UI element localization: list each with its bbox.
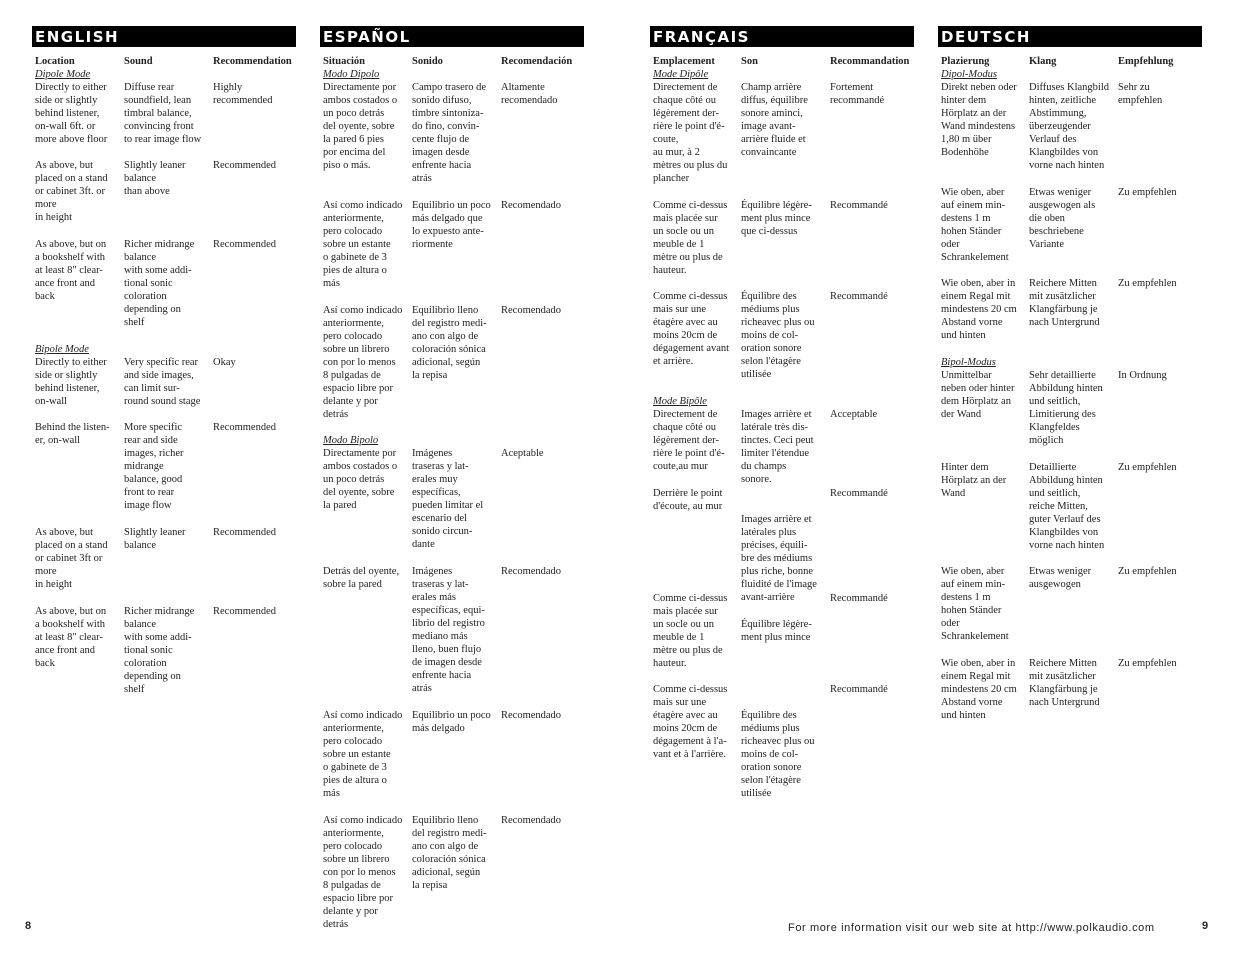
francais-r6-son: Équilibre des médiums plus richeavec plus ou moins de col- oration sonore selon l'étagère utilisée — [741, 710, 815, 799]
espanol-header-recomendacion: Recomendación — [501, 56, 573, 67]
espanol-r0-rec: Altamente recomendado — [501, 82, 558, 106]
francais-r5-emplacement: Comme ci-dessus mais placée sur un socle ou un meuble de 1 mètre ou plus de hauteur. — [653, 593, 728, 669]
francais-title: FRANÇAIS — [650, 26, 914, 47]
deutsch-header-plazierung: Plazierung — [941, 56, 990, 67]
english-header-recommendation: Recommendation — [213, 56, 292, 67]
deutsch-r6-klang: Reichere Mitten mit zusätzlicher Klangfärbung je nach Untergrund — [1029, 658, 1100, 708]
espanol-dipole-mode: Modo Dipolo — [323, 69, 380, 80]
english-r0-location: Directly to either side or slightly behind listener, on-wall 6ft. or more above floor — [35, 82, 108, 145]
english-header-location: Location — [35, 56, 75, 67]
page-number-right: 9 — [1202, 920, 1209, 932]
deutsch-r3-klang: Sehr detaillierte Abbildung hinten und seitlich, Limitierung des Klangfeldes möglich — [1029, 370, 1103, 446]
espanol-r1-rec: Recomendado — [501, 200, 562, 211]
espanol-r2-rec: Recomendado — [501, 305, 562, 316]
deutsch-title: DEUTSCH — [938, 26, 1202, 47]
francais-r4-son: Images arrière et latérales plus précises, équili- bre des médiums plus riche, bonne fluidité de l'image avant-arrière — [741, 514, 817, 603]
francais-r0-emplacement: Directement de chaque côté ou légèrement der- rière le point d'é- coute, au mur, à 2 mètres ou plus du plancher — [653, 82, 728, 184]
francais-header-emplacement: Emplacement — [653, 56, 715, 67]
espanol-r1-situacion: Así como indicado anteriormente, pero colocado sobre un estante o gabinete de 3 pies de altura o más — [323, 200, 403, 289]
espanol-r2-situacion: Así como indicado anteriormente, pero colocado sobre un librero con por lo menos 8 pulgadas de espacio libre por delante y por detrás — [323, 305, 403, 420]
espanol-r5-sonido: Equilibrio un poco más delgado — [412, 710, 491, 734]
english-r4-sound: More specific rear and side images, richer midrange balance, good front to rear image flow — [124, 422, 184, 511]
deutsch-r2-klang: Reichere Mitten mit zusätzlicher Klangfärbung je nach Untergrund — [1029, 278, 1100, 328]
francais-r5-rec: Recommandé — [830, 593, 888, 604]
francais-r0-son: Champ arrière diffus, équilibre sonore aminci, image avant- arrière fluide et convaincante — [741, 82, 808, 158]
english-r3-location: Directly to either side or slightly behind listener, on-wall — [35, 357, 107, 407]
english-r5-rec: Recommended — [213, 527, 276, 538]
english-r3-rec: Okay — [213, 357, 236, 368]
english-title: ENGLISH — [32, 26, 296, 47]
espanol-header-situacion: Situación — [323, 56, 366, 67]
espanol-bipole-mode: Modo Bipolo — [323, 435, 379, 446]
espanol-r0-sonido: Campo trasero de sonido difuso, timbre sintoniza- do fino, convin- cente flujo de imagen desde enfrente hacia atrás — [412, 82, 487, 184]
deutsch-r1-klang: Etwas weniger ausgewogen als die oben beschriebene Variante — [1029, 187, 1096, 250]
deutsch-header-empfehlung: Empfehlung — [1118, 56, 1174, 67]
deutsch-section — [938, 26, 1202, 721]
francais-dipole-mode: Mode Dipôle — [653, 69, 709, 80]
english-r1-rec: Recommended — [213, 160, 276, 171]
francais-header-son: Son — [741, 56, 758, 67]
espanol-r5-rec: Recomendado — [501, 710, 562, 721]
francais-r0-rec: Fortement recommandé — [830, 82, 885, 106]
francais-r2-rec: Recommandé — [830, 291, 888, 302]
deutsch-r5-rec: Zu empfehlen — [1118, 566, 1177, 577]
page-number-left: 8 — [25, 920, 32, 932]
francais-r1-emplacement: Comme ci-dessus mais placée sur un socle ou un meuble de 1 mètre ou plus de hauteur. — [653, 200, 728, 276]
espanol-r6-sonido: Equilibrio lleno del registro medi- ano con algo de coloración sónica adicional, según la repisa — [412, 815, 487, 891]
english-r2-rec: Recommended — [213, 239, 276, 250]
deutsch-r4-rec: Zu empfehlen — [1118, 462, 1177, 473]
english-r6-sound: Richer midrange balance with some addi- tional sonic coloration depending on shelf — [124, 606, 195, 695]
francais-r2-emplacement: Comme ci-dessus mais sur une étagère avec au moins 20cm de dégagement avant et arrière. — [653, 291, 730, 367]
english-dipole-mode: Dipole Mode — [35, 69, 91, 80]
espanol-section — [320, 26, 584, 930]
english-r0-sound: Diffuse rear soundfield, lean timbral balance, convincing front to rear image flow — [124, 82, 202, 145]
deutsch-r4-plazierung: Hinter dem Hörplatz an der Wand — [941, 462, 1007, 499]
english-r5-location: As above, but placed on a stand or cabinet 3ft or more in height — [35, 527, 108, 590]
deutsch-dipole-mode: Dipol-Modus — [941, 69, 997, 80]
english-r1-sound: Slightly leaner balance than above — [124, 160, 186, 197]
francais-header-recommandation: Recommandation — [830, 56, 910, 67]
deutsch-r6-plazierung: Wie oben, aber in einem Regal mit mindestens 20 cm Abstand vorne und hinten — [941, 658, 1017, 721]
english-r6-location: As above, but on a bookshelf with at least 8" clear- ance front and back — [35, 606, 107, 669]
deutsch-r2-rec: Zu empfehlen — [1118, 278, 1177, 289]
english-r2-location: As above, but on a bookshelf with at least 8" clear- ance front and back — [35, 239, 107, 302]
english-r3-sound: Very specific rear and side images, can limit sur- round sound stage — [124, 357, 201, 407]
deutsch-r5-klang: Etwas weniger ausgewogen — [1029, 566, 1092, 590]
deutsch-r5-plazierung: Wie oben, aber auf einem min- destens 1 m hohen Ständer oder Schrankelement — [941, 566, 1009, 642]
english-r4-location: Behind the listen- er, on-wall — [35, 422, 110, 446]
espanol-r2-sonido: Equilibrio lleno del registro medi- ano con algo de coloración sónica adicional, según la repisa — [412, 305, 487, 381]
deutsch-header-klang: Klang — [1029, 56, 1057, 67]
deutsch-r3-plazierung: Unmittelbar neben oder hinter dem Hörplatz an der Wand — [941, 370, 1015, 420]
espanol-r6-rec: Recomendado — [501, 815, 562, 826]
espanol-r6-situacion: Así como indicado anteriormente, pero colocado sobre un librero con por lo menos 8 pulgadas de espacio libre por delante y por detrás — [323, 815, 403, 930]
english-section — [32, 26, 296, 695]
francais-r3-rec: Acceptable — [830, 409, 878, 420]
deutsch-r0-rec: Sehr zu empfehlen — [1118, 82, 1163, 106]
francais-r4-rec: Recommandé — [830, 488, 888, 499]
espanol-r3-sonido: Imágenes traseras y lat- erales muy específicas, pueden limitar el escenario del sonido circun- dante — [412, 448, 484, 550]
deutsch-r6-rec: Zu empfehlen — [1118, 658, 1177, 669]
francais-r2-son: Équilibre des médiums plus richeavec plus ou moins de col- oration sonore selon l'étagère utilisée — [741, 291, 815, 380]
francais-r4-emplacement: Derrière le point d'écoute, au mur — [653, 488, 723, 512]
english-r4-rec: Recommended — [213, 422, 276, 433]
deutsch-r1-plazierung: Wie oben, aber auf einem min- destens 1 m hohen Ständer oder Schrankelement — [941, 187, 1009, 263]
english-header-sound: Sound — [124, 56, 153, 67]
francais-r3-emplacement: Directement de chaque côté ou légèrement der- rière le point d'é- coute,au mur — [653, 409, 725, 472]
footer-website-text: For more information visit our web site at http://www.polkaudio.com — [788, 922, 1155, 934]
espanol-r5-situacion: Así como indicado anteriormente, pero colocado sobre un estante o gabinete de 3 pies de altura o más — [323, 710, 403, 799]
francais-bipole-mode: Mode Bipôle — [653, 396, 707, 407]
espanol-r0-situacion: Directamente por ambos costados o un poco detrás del oyente, sobre la pared 6 pies por encima del piso o más. — [323, 82, 398, 171]
english-r2-sound: Richer midrange balance with some addi- tional sonic coloration depending on shelf — [124, 239, 195, 328]
espanol-r4-sonido: Imágenes traseras y lat- erales más específicas, equi- librio del registro mediano más lleno, buen flujo de imagen desde enfrente hacia atrás — [412, 566, 485, 694]
francais-r1-son: Équilibre légère- ment plus mince que ci-dessus — [741, 200, 812, 237]
francais-r5-son: Équilibre légère- ment plus mince — [741, 619, 812, 643]
english-r1-location: As above, but placed on a stand or cabinet 3ft. or more in height — [35, 160, 108, 223]
english-r0-rec: Highly recommended — [213, 82, 273, 106]
espanol-r4-rec: Recomendado — [501, 566, 562, 577]
francais-r6-rec: Recommandé — [830, 684, 888, 695]
espanol-title: ESPAÑOL — [320, 26, 584, 47]
english-bipole-mode: Bipole Mode — [35, 344, 89, 355]
deutsch-bipole-mode: Bipol-Modus — [941, 357, 996, 368]
espanol-header-sonido: Sonido — [412, 56, 443, 67]
english-r6-rec: Recommended — [213, 606, 276, 617]
deutsch-r0-plazierung: Direkt neben oder hinter dem Hörplatz an der Wand mindestens 1,80 m über Bodenhöhe — [941, 82, 1017, 158]
english-r5-sound: Slightly leaner balance — [124, 527, 186, 551]
espanol-r3-rec: Aceptable — [501, 448, 544, 459]
deutsch-r4-klang: Detaillierte Abbildung hinten und seitlich, reiche Mitten, guter Verlauf des Klangbildes von vorne nach hinten — [1029, 462, 1105, 551]
francais-section — [650, 26, 914, 799]
francais-r6-emplacement: Comme ci-dessus mais sur une étagère avec au moins 20cm de dégagement à l'a- vant et à l'arrière. — [653, 684, 728, 760]
espanol-r4-situacion: Detrás del oyente, sobre la pared — [323, 566, 400, 590]
deutsch-r2-plazierung: Wie oben, aber in einem Regal mit mindestens 20 cm Abstand vorne und hinten — [941, 278, 1017, 341]
deutsch-r1-rec: Zu empfehlen — [1118, 187, 1177, 198]
deutsch-r3-rec: In Ordnung — [1118, 370, 1167, 381]
espanol-r3-situacion: Directamente por ambos costados o un poco detrás del oyente, sobre la pared — [323, 448, 398, 511]
deutsch-r0-klang: Diffuses Klangbild hinten, zeitliche Abstimmung, überzeugender Verlauf des Klangbildes von vorne nach hinten — [1029, 82, 1110, 171]
francais-r3-son: Images arrière et latérale très dis- tinctes. Ceci peut limiter l'étendue du champs sonore. — [741, 409, 814, 485]
francais-r1-rec: Recommandé — [830, 200, 888, 211]
espanol-r1-sonido: Equilibrio un poco más delgado que lo expuesto ante- riormente — [412, 200, 491, 250]
